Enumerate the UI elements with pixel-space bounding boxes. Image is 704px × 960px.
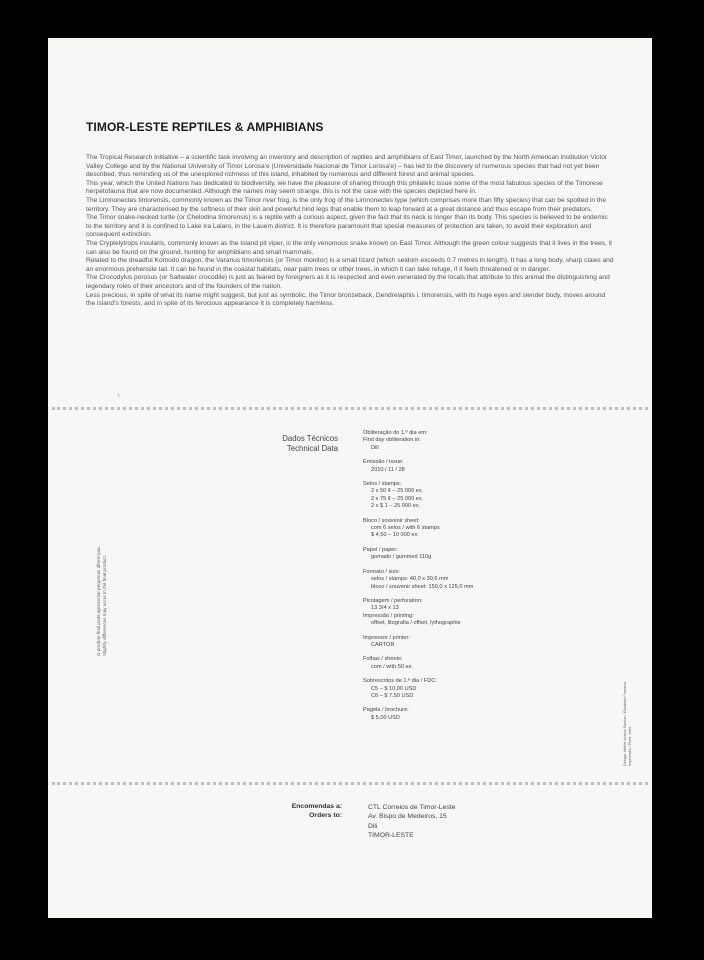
address-line: Av. Bispo de Medeiros, 15 (368, 813, 447, 821)
tech-value: selos / stamps: 40,0 x 30,6 mm (371, 576, 449, 583)
tech-label: Impressão / printing: (363, 612, 414, 619)
perforation-line-top (52, 407, 648, 410)
tech-group-paper (363, 547, 583, 562)
tech-group-souvenir-sheet (363, 518, 583, 540)
tech-value: CARTOR (371, 641, 395, 648)
tech-group-issue (363, 459, 583, 474)
tech-group-perforation-printing (363, 598, 583, 628)
orders-address (368, 803, 455, 841)
paragraph: The Timor snake-necked turtle (or Chelodina timorensis) is a reptile with a curious aspect, given the fact that its neck is longer than its body. This species is believed to be endemic to the territory and it is confined to Lake Ira Lalaro, in the Lauem district. It is therefore paramount that special measures of protection are taken, to avoid their exploration and consequent extinction. (86, 214, 608, 239)
tech-value: com 6 selos / with 6 stamps (371, 525, 440, 532)
orders-label-en: Orders to: (309, 811, 342, 819)
paragraph: The Crocodylus porosus (or Saltwater crocodile) is just as feared by foreigners as it is respected and even venerated by the locals that attribute to this animal the distinguishing and legendary roles of their ancestors and of the founders of the nation. (86, 274, 610, 290)
perforation-line-bottom (52, 782, 648, 785)
tech-value: Dili (371, 444, 379, 451)
tech-value: C6 – $ 7,50 USD (371, 692, 414, 699)
disclaimer-note (96, 546, 107, 656)
tech-label: First day obliteration in: (363, 437, 421, 444)
body-text (86, 154, 614, 309)
tech-value: bloco / souvenir sheet: 150,0 x 125,0 mm (371, 583, 474, 590)
tech-label: Obliteração do 1.º dia em: (363, 430, 428, 436)
tech-label: Papel / paper: (363, 546, 398, 553)
stray-mark (117, 391, 123, 397)
tech-label: Pagela / brochure: (363, 707, 409, 714)
technical-heading-en: Technical Data (286, 444, 338, 453)
tech-value: $ 5,00 USD (371, 714, 400, 721)
paragraph: The Limnonectes timorensis, commonly known as the Timor river frog, is the only frog of the Limnonectes type (which comprises more than fifty species) that can be spotted in the territory. They are characterised by the softness of their skin and powerful hind legs that enable them to leap forward at a great distance and thus escape from their predators. (86, 196, 607, 213)
tech-label: Sobrescritos de 1.º dia / FDC: (363, 678, 437, 685)
paragraph: Related to the dreadful Komodo dragon, the Varanus timoriensis (or Timor monitor) is a small lizard (which seldom exceeds 0.7 metres in length). It has a long body, sharp claws and an enormous prehensile tail. It can be found in the coastal habitats, near palm trees or other trees, in which it can take refuge, if it feels threatened or in danger. (86, 257, 614, 273)
orders-label-pt: Encomendas a: (291, 803, 342, 810)
disclaimer-pt: O produto final pode apresentar pequenas diferenças. (96, 545, 101, 656)
tech-value: offset, litografia / offset, lythographie (371, 620, 461, 627)
tech-value: $ 4,50 – 10 000 ex. (371, 532, 419, 539)
tech-group-fdc (363, 678, 583, 700)
tech-value: 2010 / 11 / 28 (371, 466, 405, 473)
tech-group-first-day (363, 430, 583, 452)
tech-value: 13 3/4 x 13 (371, 605, 399, 612)
paragraph: The Tropical Research Initiative – a scientific task involving an inventory and description of reptiles and amphibians of East Timor, launched by the North American institution Victor Valley College and by the National University of Timor Lorosa'e (Universidade Nacional de Timor Lorosa'e) – has led to the discovery of numerous species that had not yet been described, thus reminding us of the unexplored richness of this island, inhabited by numerous and different forest and animal species. (86, 154, 608, 179)
tech-group-size (363, 569, 583, 591)
tech-label: Emissão / issue: (363, 459, 404, 466)
tech-label: Picotagem / perforation: (363, 597, 423, 604)
tech-value: 2 x 75 ¢ – 25 000 ex. (371, 495, 424, 502)
tech-value: com / with 50 ex. (371, 663, 413, 670)
tech-label: Folhas / sheets: (363, 656, 403, 663)
tech-value: gomado / gummed 110g (371, 554, 432, 561)
tech-label: Bloco / souvenir sheet: (363, 517, 420, 524)
credits-print: Impressão / Print: Joier (628, 726, 632, 766)
tech-group-sheets (363, 656, 583, 671)
credits-note (623, 682, 633, 766)
tech-label: Formato / size: (363, 568, 400, 575)
paragraph: The Cryptelytrops insularis, commonly known as the Island pit viper, is the only venomous snake known on East Timor. Although the green colour suggests that it lives in the trees, it can also be found on the ground, hunting for amphibians and small mammals. (86, 239, 612, 256)
tech-value: 2 x 50 ¢ – 25 000 ex. (371, 488, 424, 495)
credits-design: Design: Atelier Acácio Santos / Elizabete Fonseca (623, 681, 627, 766)
paragraph: This year, which the United Nations has dedicated to biodiversity, we have the pleasure of sharing through this philatelic issue some of the most fabulous species of the Timorese herpetofauna that are now documented. Although the names may seem strange, this is not the case with the species depicted here in. (86, 179, 603, 196)
tech-group-brochure (363, 707, 583, 722)
disclaimer-en: Slightly differences may occur in the final product. (101, 554, 107, 656)
document-title: TIMOR-LESTE REPTILES & AMPHIBIANS (86, 120, 324, 134)
tech-label: Selos / stamps: (363, 481, 402, 488)
paragraph: Less precious, in spite of what its name might suggest, but just as symbolic, the Timor bronzeback, Dendrelaphis i. timorensis, with its huge eyes and slender body, moves around the island's forests, and in spite of its ferocious appearance it is completely harmless. (86, 291, 606, 308)
tech-value: C5 – $ 10,00 USD (371, 685, 417, 692)
orders-label (292, 803, 342, 820)
tech-label: Impressor / printer: (363, 634, 410, 641)
brochure-page (48, 38, 652, 918)
tech-group-printer (363, 635, 583, 650)
address-line: Dili (368, 822, 378, 830)
technical-data-heading (282, 434, 338, 454)
address-line: CTL Correios de Timor-Leste (368, 804, 456, 811)
technical-data-list (363, 430, 583, 729)
tech-group-stamps (363, 481, 583, 511)
tech-value: 2 x $ 1 – 25 000 ex. (371, 503, 421, 510)
technical-heading-pt: Dados Técnicos (282, 434, 338, 443)
address-line: TIMOR-LESTE (368, 832, 414, 840)
